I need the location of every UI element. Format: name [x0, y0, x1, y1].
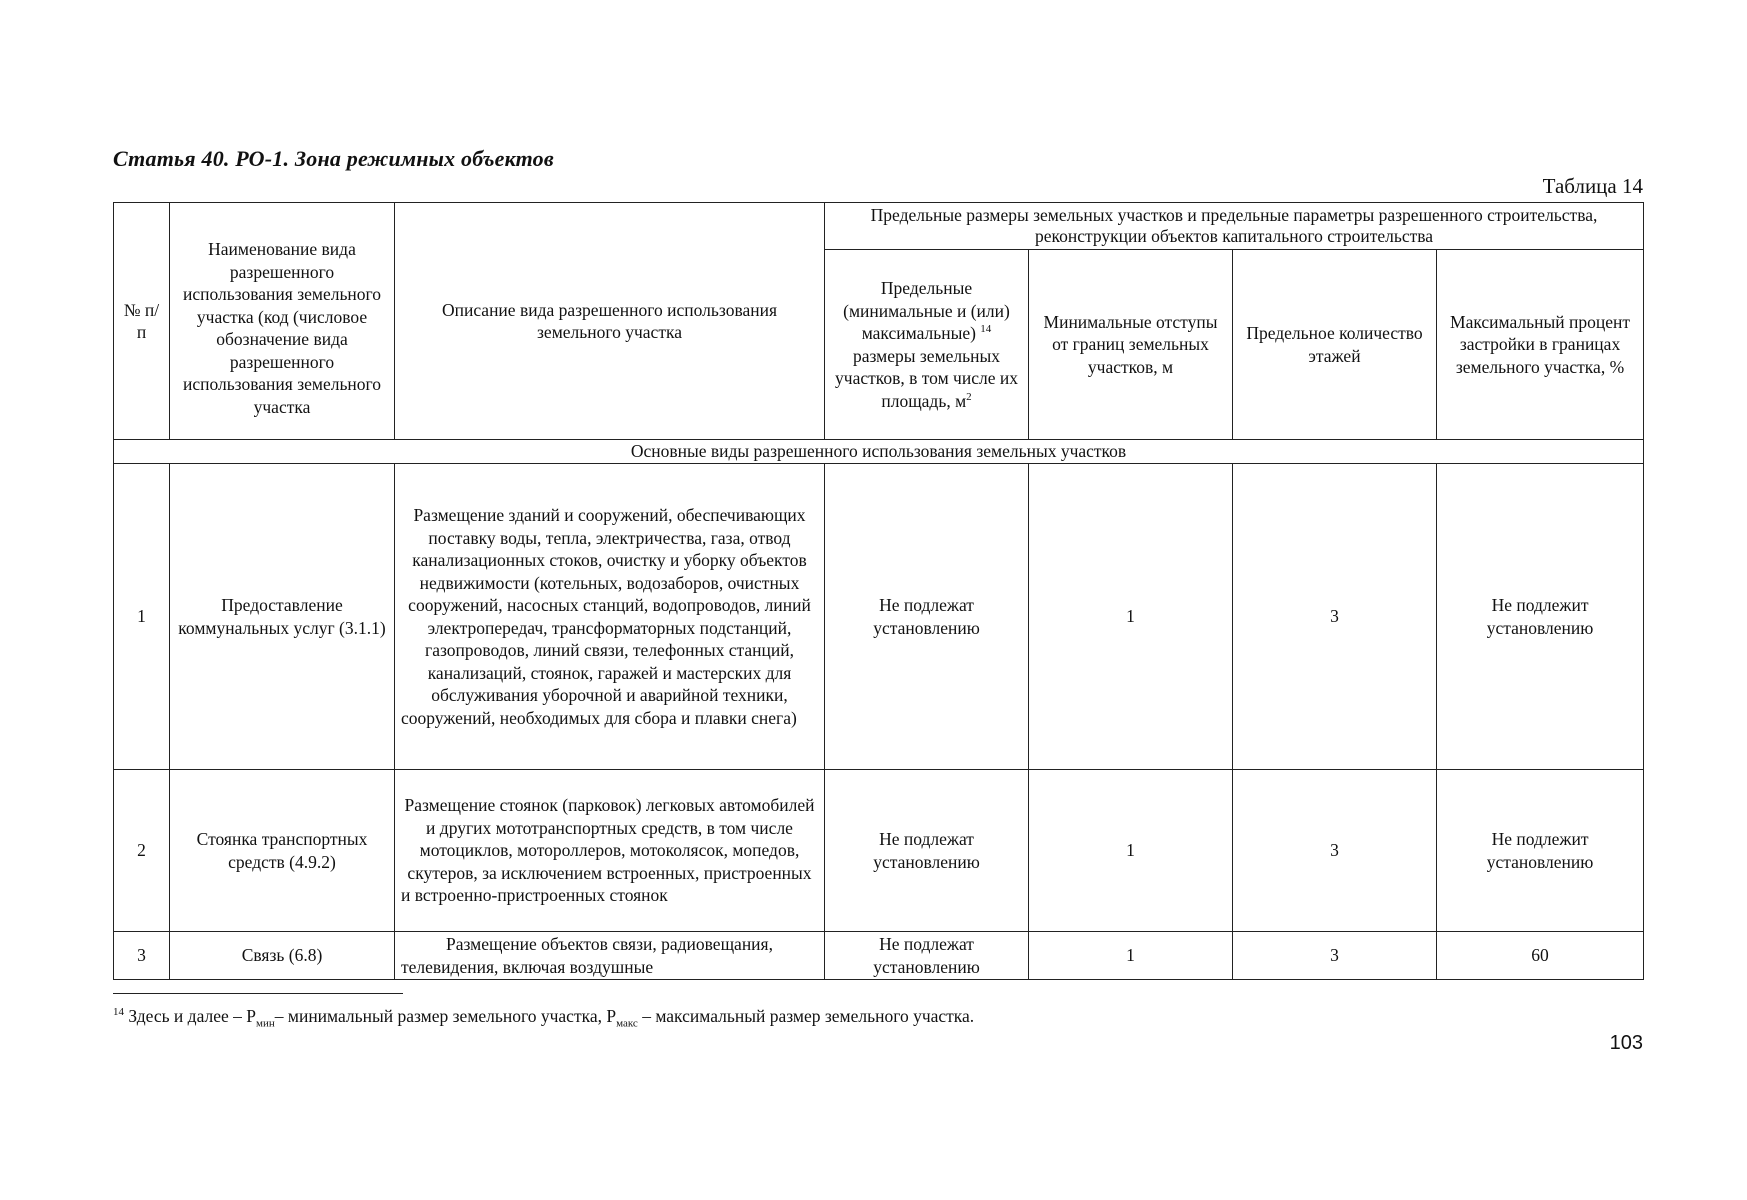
header-size-text2: размеры земельных участков, в том числе их площадь, м: [835, 345, 1018, 411]
header-floors: Предельное количество этажей: [1233, 250, 1437, 440]
header-size-unit-sup: 2: [966, 390, 972, 403]
section-row: [114, 440, 1644, 464]
row-coverage: Не подлежит установлению: [1437, 770, 1644, 932]
page-number: 103: [1609, 1032, 1643, 1054]
footnote-text-2: – минимальный размер земельного участка, Р: [274, 1006, 617, 1026]
table-row: [114, 770, 1644, 932]
header-size-text: Предельные (минимальные и (или) максимальные): [843, 278, 1010, 343]
row-floors: 3: [1233, 932, 1437, 980]
header-name: Наименование вида разрешенного использования земельного участка (код (числовое обозначение вида разрешенного использования земельного участка: [170, 203, 395, 440]
footnote-text-3: – максимальный размер земельного участка.: [637, 1006, 975, 1026]
header-desc: Описание вида разрешенного использования земельного участка: [395, 203, 825, 440]
table-row: [114, 464, 1644, 770]
page-title: Статья 40. РО-1. Зона режимных объектов: [113, 146, 554, 171]
footnote-sub-max: макс: [616, 1017, 638, 1030]
row-coverage: Не подлежит установлению: [1437, 464, 1644, 770]
footnote-marker: 14: [113, 1006, 124, 1019]
header-params-group: Предельные размеры земельных участков и предельные параметры разрешенного строительства, реконструкции объектов капитального строительства: [825, 203, 1644, 250]
row-floors: 3: [1233, 770, 1437, 932]
row-coverage: 60: [1437, 932, 1644, 980]
row-desc: Размещение зданий и сооружений, обеспечивающих поставку воды, тепла, электричества, газа, отвод канализационных стоков, очистку и уборку объектов недвижимости (котельных, водозаборов, очистных сооружений, насосных станций, водопроводов, линий электропередач, трансформаторных подстанций, газопроводов, линий связи, телефонных станций, канализаций, стоянок, гаражей и мастерских для обслуживания уборочной и аварийной техники, сооружений, необходимых для сбора и плавки снега): [395, 464, 825, 770]
row-size: Не подлежат установлению: [825, 932, 1029, 980]
header-setback: Минимальные отступы от границ земельных участков, м: [1029, 250, 1233, 440]
header-row-1: [114, 203, 1644, 250]
row-setback: 1: [1029, 770, 1233, 932]
footnote-text-1: Здесь и далее – Р: [128, 1006, 257, 1026]
table-row: [114, 932, 1644, 980]
row-num: 3: [114, 932, 170, 980]
row-floors: 3: [1233, 464, 1437, 770]
header-size-footnote-ref: 14: [980, 323, 992, 336]
table-label: Таблица 14: [1542, 174, 1643, 198]
row-name: Стоянка транспортных средств (4.9.2): [170, 770, 395, 932]
row-name: Предоставление коммунальных услуг (3.1.1): [170, 464, 395, 770]
zoning-table: [113, 202, 1644, 980]
row-desc: Размещение стоянок (парковок) легковых автомобилей и других мототранспортных средств, в том числе мотоциклов, мотороллеров, мотоколясок, мопедов, скутеров, за исключением встроенных, пристроенных и встроенно-пристроенных стоянок: [395, 770, 825, 932]
row-setback: 1: [1029, 464, 1233, 770]
header-coverage: Максимальный процент застройки в границах земельного участка, %: [1437, 250, 1644, 440]
row-name: Связь (6.8): [170, 932, 395, 980]
row-size: Не подлежат установлению: [825, 770, 1029, 932]
footnote: [113, 1006, 974, 1030]
row-setback: 1: [1029, 932, 1233, 980]
footnote-sub-min: мин: [256, 1017, 275, 1030]
row-desc: Размещение объектов связи, радиовещания, телевидения, включая воздушные: [395, 932, 825, 980]
section-title: Основные виды разрешенного использования земельных участков: [114, 440, 1644, 464]
footnote-divider: [113, 993, 403, 994]
header-num: № п/п: [114, 203, 170, 440]
row-num: 1: [114, 464, 170, 770]
row-size: Не подлежат установлению: [825, 464, 1029, 770]
header-size: [825, 250, 1029, 440]
row-num: 2: [114, 770, 170, 932]
